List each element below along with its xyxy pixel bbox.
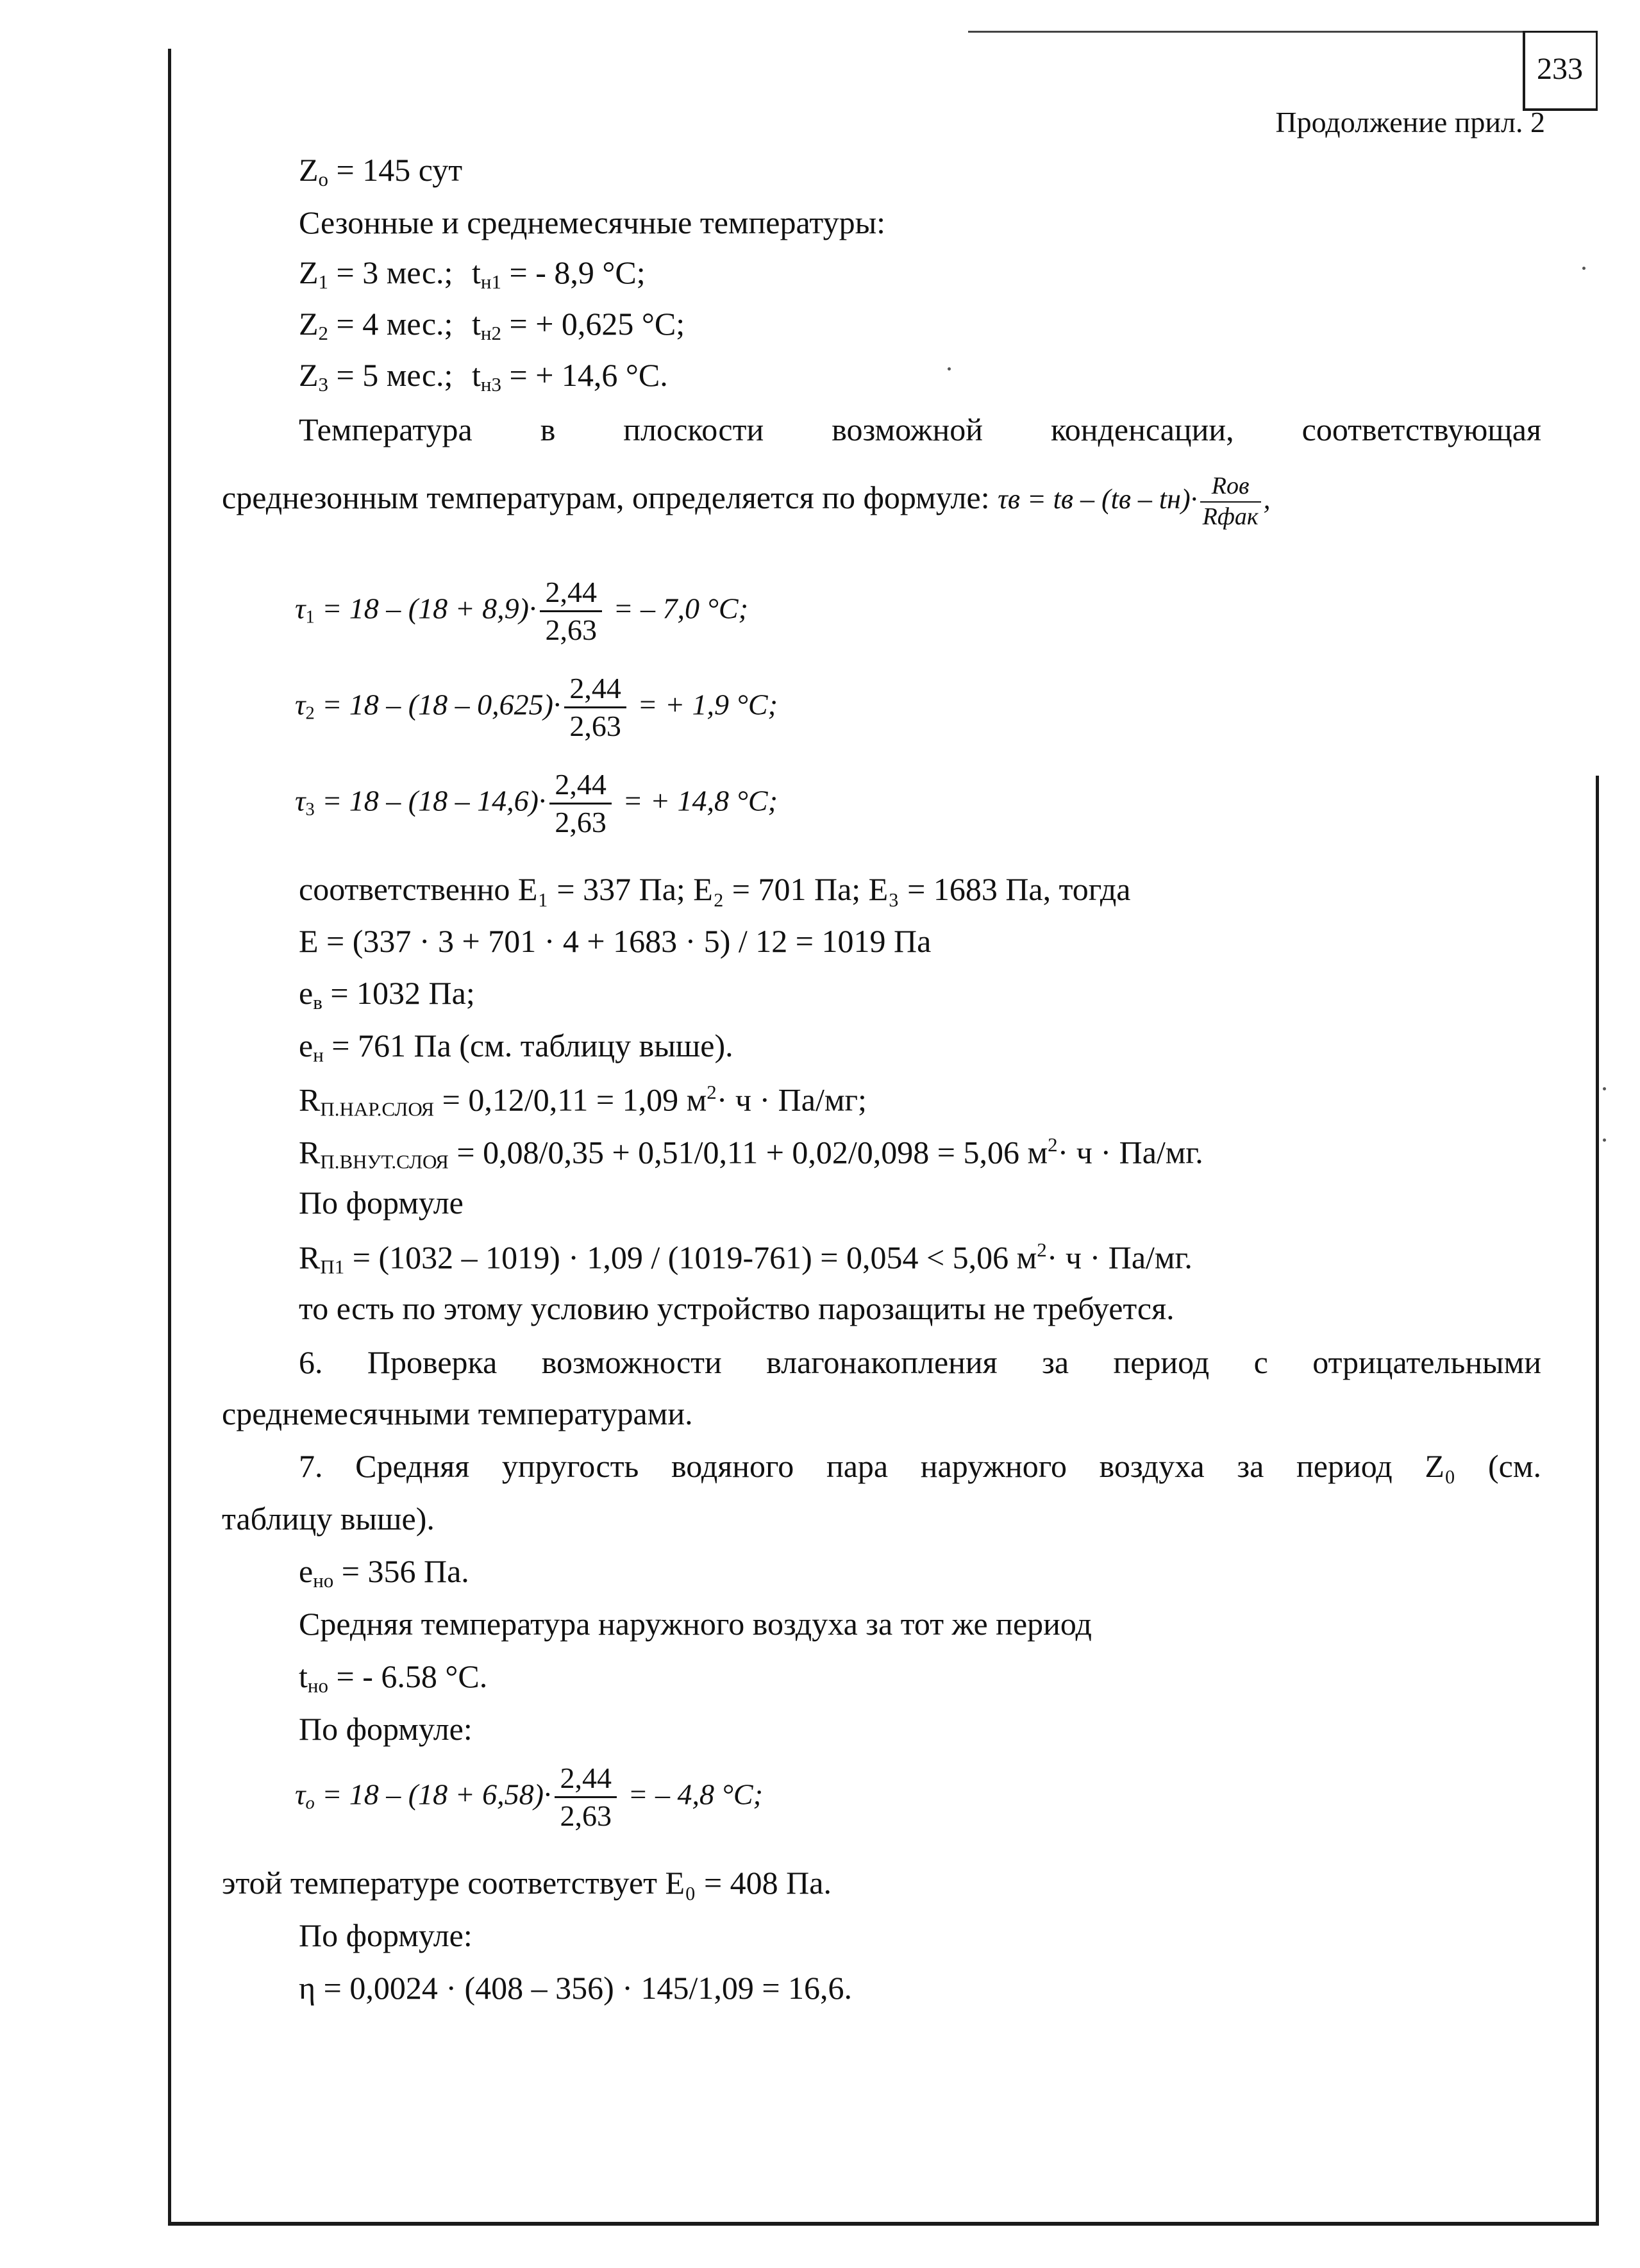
tau2-fraction: $\frac{2,44}{2,63}$ xyxy=(564,673,626,742)
item-7-line-1: 7. Средняя упругость водяного пара наружного воздуха за период Z₀ (см. xyxy=(299,1448,1541,1484)
page-number: 233 xyxy=(1537,52,1583,86)
eo-line: этой температуре соответствует E₀ = 408 Па. xyxy=(222,1865,832,1901)
scan-speck xyxy=(1582,267,1586,270)
tau3-formula: $\tau_3 = 18 - (18 - 14,6)\cdot$ $\frac{2,44}{2,63}$ = + 14,8 °C; xyxy=(295,768,778,839)
scan-speck xyxy=(1603,1138,1606,1142)
main-formula-fraction: $\frac{\text{Rов}}{\text{Rфак}}$ xyxy=(1200,473,1261,531)
item-6-line-2: среднемесячными температурами. xyxy=(222,1396,693,1431)
running-header: Продолжение прил. 2 xyxy=(1275,106,1545,138)
po-formule-3-line: По формуле: xyxy=(299,1917,473,1953)
season-3-temp: $t_{н3}$ = + 14,6 °С. xyxy=(472,357,668,396)
scan-speck xyxy=(948,367,951,371)
scan-speck xyxy=(1603,1087,1606,1090)
frame-bottom-border xyxy=(168,2222,1598,2226)
tau3-fraction: $\frac{2,44}{2,63}$ xyxy=(549,769,612,838)
eno-line: $e_{но} = 356$ Па. xyxy=(299,1553,469,1592)
condensation-paragraph-line-2: среднезонным температурам, определяется по формуле: τв = tв – (tв – tн)· $\frac{\text{Rов}}{\text{Rфак}}$ , xyxy=(222,472,1271,530)
eta-line: η = 0,0024 · (408 – 356) · 145/1,09 = 16,6. xyxy=(299,1970,853,2006)
tau2-formula: $\tau_2 = 18 - (18 - 0,625)\cdot$ $\frac{2,44}{2,63}$ = + 1,9 °C; xyxy=(295,672,778,743)
avg-temp-line: Средняя температура наружного воздуха за тот же период xyxy=(299,1606,1092,1642)
en-line: $e_н = 761$ Па (см. таблицу выше). xyxy=(299,1028,733,1066)
season-3-line: $Z_3 = 5$ мес.; xyxy=(299,357,453,396)
rp-inner-layer-line: $R_{П.ВНУТ.СЛОЯ} = 0,08/0,35 + 0,51/0,11 + 0,02/0,098 = 5,06$ $м^2\cdot ч \cdot Па/мг$. xyxy=(299,1133,1203,1173)
season-2-line: $Z_2 = 4$ мес.; xyxy=(299,306,453,344)
po-formule-2-line: По формуле: xyxy=(299,1711,473,1747)
po-formule-line: По формуле xyxy=(299,1185,464,1221)
zo-line: $Z_o = 145$ сут xyxy=(299,152,463,190)
tauo-fraction: $\frac{2,44}{2,63}$ xyxy=(555,1763,617,1832)
season-1-temp: $t_{н1}$ = - 8,9 °С; xyxy=(472,254,646,293)
condensation-paragraph-line-1: Температура в плоскости возможной конденсации, соответствующая xyxy=(299,412,1541,447)
season-1-line: $Z_1 = 3$ мес.; xyxy=(299,254,453,293)
frame-right-border xyxy=(1596,776,1599,2226)
seasons-title: Сезонные и среднемесячные температуры: xyxy=(299,204,886,240)
rp1-line: $R_{П1} = (1032 - 1019) \cdot 1,09 / (1019-761) = 0,054 < 5,06$ $м^2\cdot ч \cdot Па/мг$. xyxy=(299,1238,1192,1278)
rp-outer-layer-line: $R_{П.НАР.СЛОЯ} = 0,12/0,11 = 1,09$ $м^2\cdot ч \cdot Па/мг$; xyxy=(299,1081,867,1121)
e-average-line: Е = (337 · 3 + 701 · 4 + 1683 · 5) / 12 = 1019 Па xyxy=(299,923,932,959)
tau1-fraction: $\frac{2,44}{2,63}$ xyxy=(540,577,602,646)
frame-left-border xyxy=(168,49,171,2226)
item-7-line-2: таблицу выше). xyxy=(222,1501,435,1537)
conclusion-line: то есть по этому условию устройство парозащиты не требуется. xyxy=(299,1290,1175,1326)
top-rule xyxy=(968,31,1526,33)
zo-value: 145 сут xyxy=(362,152,463,188)
tau1-formula: $\tau_1 = 18 - (18 + 8,9)\cdot$ $\frac{2,44}{2,63}$ = – 7,0 °C; xyxy=(295,576,748,647)
season-2-temp: $t_{н2}$ = + 0,625 °С; xyxy=(472,306,685,344)
e-values-line: соответственно E₁ = 337 Па; E₂ = 701 Па; E₃ = 1683 Па, тогда xyxy=(299,871,1131,907)
tauo-formula: $\tau_o = 18 - (18 + 6,58)\cdot$ $\frac{2,44}{2,63}$ = – 4,8 °C; xyxy=(295,1762,763,1833)
item-6-line-1: 6. Проверка возможности влагонакопления за период с отрицательными xyxy=(299,1344,1541,1380)
tno-line: $t_{но}$ = - 6.58 °С. xyxy=(299,1658,488,1697)
ev-line: $e_в = 1032$ Па; xyxy=(299,975,475,1013)
main-formula: τв = tв – (tв – tн)· $\frac{\text{Rов}}{\text{Rфак}}$ , xyxy=(998,472,1271,530)
